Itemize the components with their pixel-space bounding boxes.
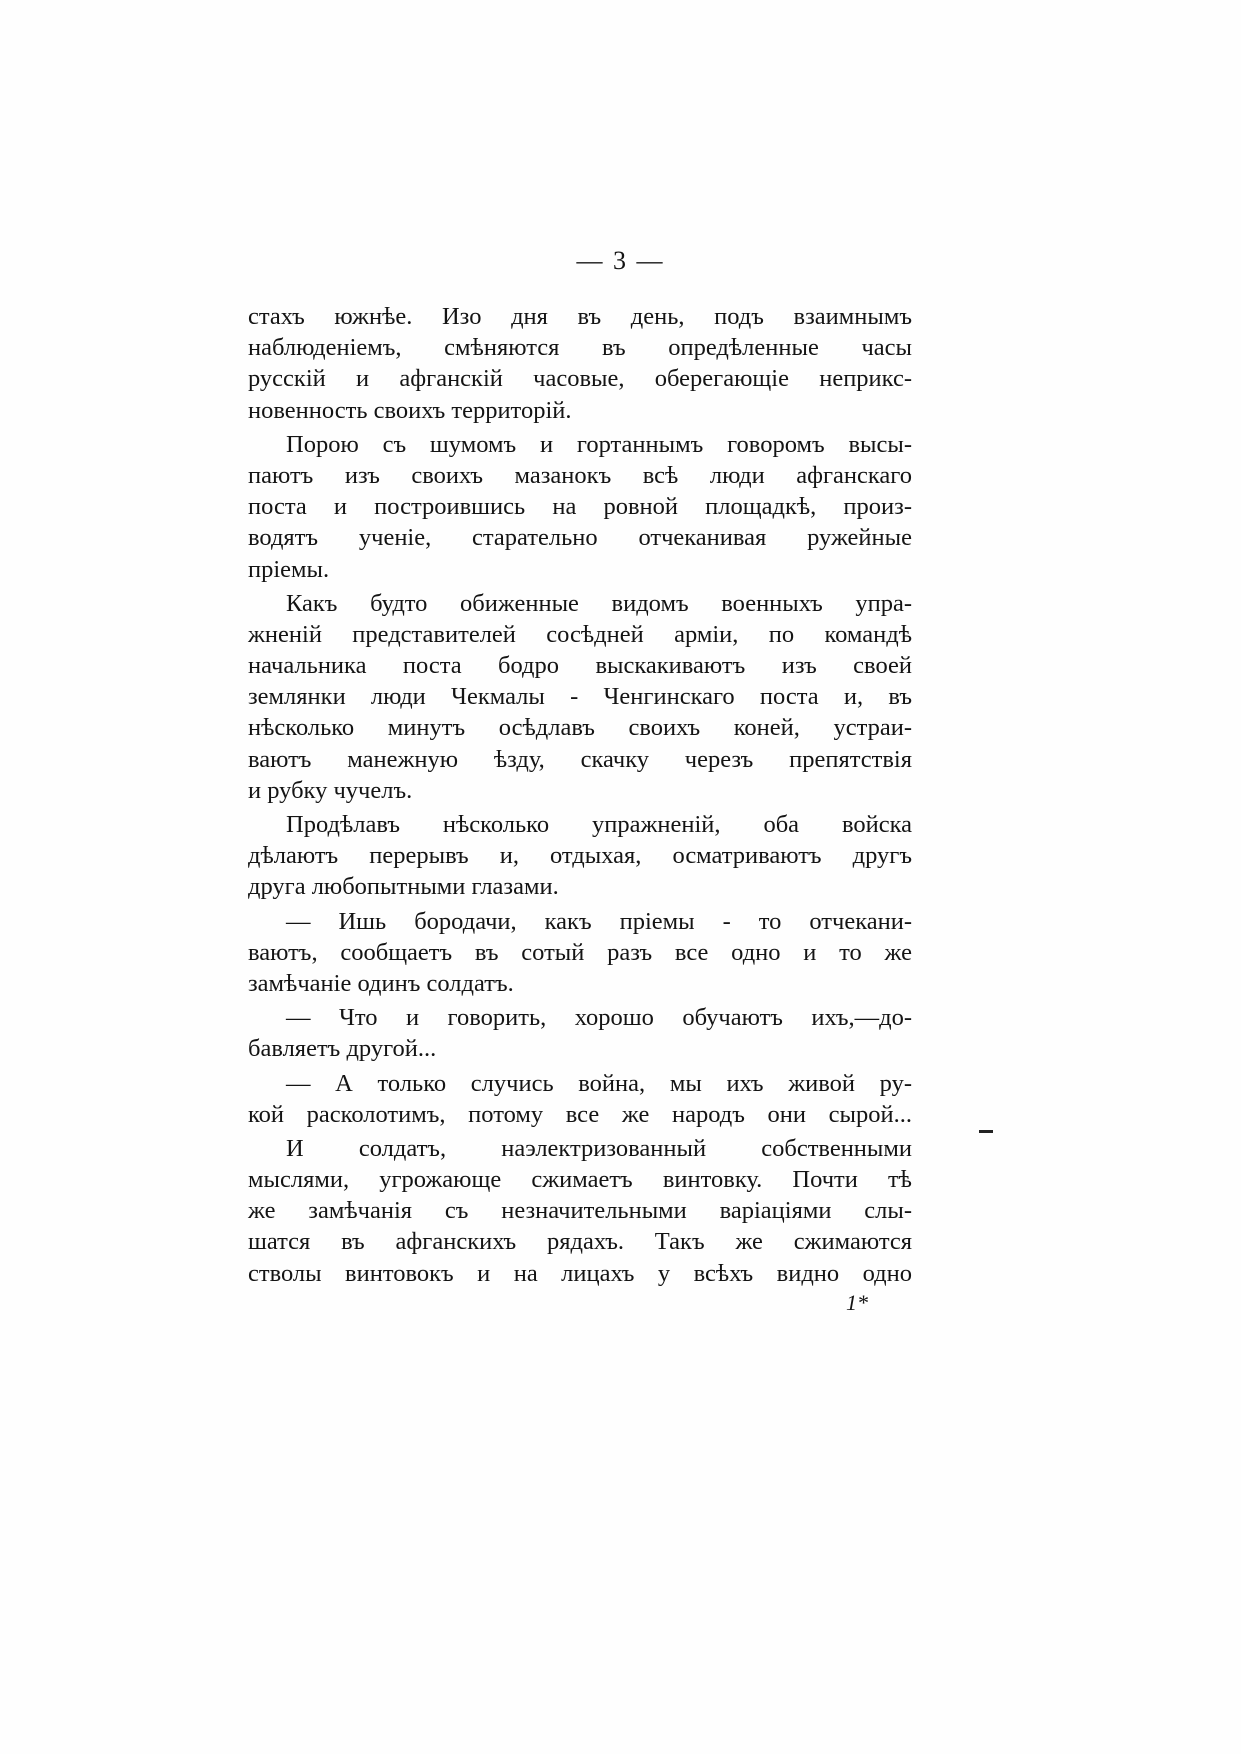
- paragraph: [248, 301, 912, 426]
- page-number-header: — 3 —: [576, 246, 665, 275]
- paragraph: [248, 809, 912, 903]
- text-line: ваютъ манежную ѣзду, скачку черезъ препятствія: [248, 745, 912, 773]
- text-line: поста и построившись на ровной площадкѣ, произ-: [248, 493, 912, 521]
- text-line: пріемы.: [248, 555, 330, 583]
- text-line: стволы винтовокъ и на лицахъ у всѣхъ видно одно: [248, 1259, 912, 1287]
- signature-mark: 1*: [846, 1290, 868, 1315]
- text-line: шатся въ афганскихъ рядахъ. Такъ же сжимаются: [248, 1228, 912, 1256]
- text-line: стахъ южнѣе. Изо дня въ день, подъ взаимнымъ: [248, 303, 912, 330]
- text-line: водятъ ученіе, старательно отчеканивая ружейные: [248, 524, 912, 552]
- paragraph: [248, 1002, 912, 1064]
- text-line: мыслями, угрожающе сжимаетъ винтовку. Почти тѣ: [248, 1166, 912, 1194]
- text-line: — А только случись война, мы ихъ живой ру-: [286, 1069, 912, 1097]
- text-line: друга любопытными глазами.: [248, 873, 559, 901]
- text-line: — Что и говорить, хорошо обучаютъ ихъ,—до-: [286, 1004, 912, 1032]
- text-line: новенность своихъ территорій.: [248, 396, 572, 424]
- paragraph: [248, 1133, 912, 1289]
- text-line: начальника поста бодро выскакиваютъ изъ своей: [248, 652, 912, 680]
- text-line: — Ишь бородачи, какъ пріемы - то отчекани-: [286, 907, 912, 935]
- text-line: нѣсколько минутъ осѣдлавъ своихъ коней, устраи-: [248, 714, 912, 742]
- margin-dash-mark: [979, 1130, 993, 1133]
- text-line: Какъ будто обиженные видомъ военныхъ упра-: [286, 589, 912, 617]
- body-text: [248, 301, 912, 1292]
- paragraph: [248, 429, 912, 585]
- paragraph: [248, 906, 912, 1000]
- text-line: бавляетъ другой...: [248, 1035, 437, 1063]
- paragraph: [248, 1068, 912, 1130]
- text-line: жненій представителей сосѣдней арміи, по командѣ: [248, 620, 912, 648]
- text-line: наблюденіемъ, смѣняются въ опредѣленные часы: [248, 334, 912, 362]
- text-line: русскій и афганскій часовые, оберегающіе неприкс-: [248, 365, 912, 393]
- text-line: кой расколотимъ, потому все же народъ они сырой...: [248, 1100, 912, 1128]
- text-line: и рубку чучелъ.: [248, 776, 413, 804]
- text-line: Порою съ шумомъ и гортаннымъ говоромъ высы-: [286, 430, 912, 458]
- text-line: И солдатъ, наэлектризованный собственными: [286, 1134, 912, 1162]
- text-line: паютъ изъ своихъ мазанокъ всѣ люди афганскаго: [248, 461, 912, 489]
- text-line: Продѣлавъ нѣсколько упражненій, оба войска: [286, 811, 912, 838]
- text-line: ваютъ, сообщаетъ въ сотый разъ все одно и то же: [248, 938, 912, 966]
- text-line: землянки люди Чекмалы - Ченгинскаго поста и, въ: [248, 683, 912, 711]
- text-line: замѣчаніе одинъ солдатъ.: [248, 969, 514, 997]
- paragraph: [248, 588, 912, 806]
- text-line: же замѣчанія съ незначительными варіаціями слы-: [248, 1197, 912, 1225]
- text-line: дѣлаютъ перерывъ и, отдыхая, осматриваютъ другъ: [248, 842, 912, 870]
